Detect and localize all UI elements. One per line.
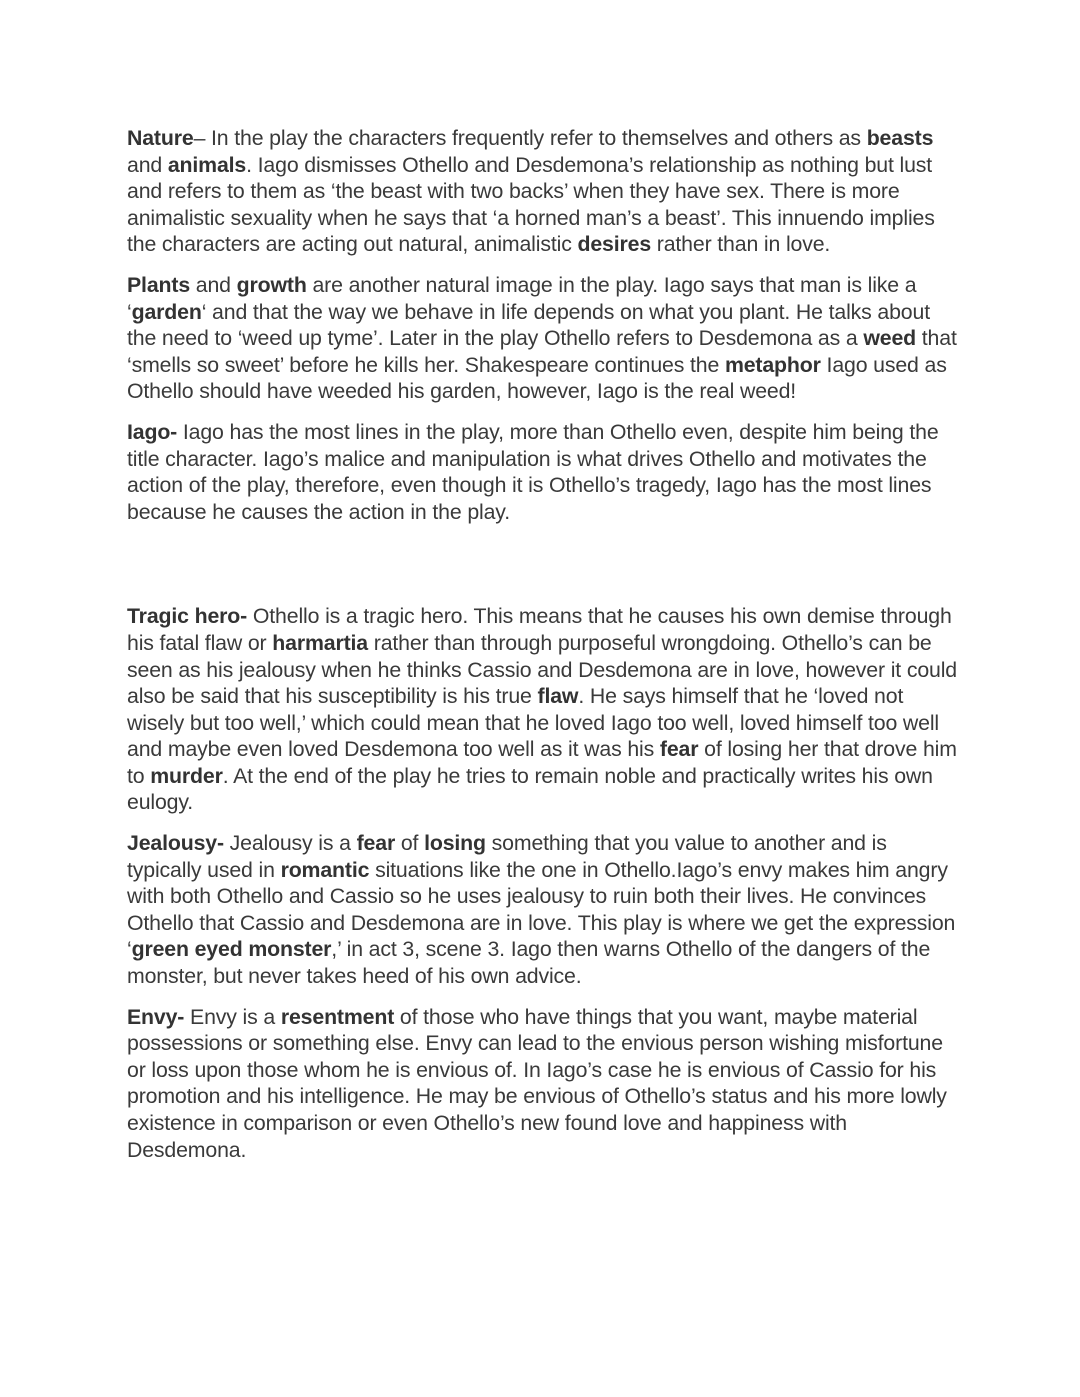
paragraph-text: Othello is a tragic hero. This means that he causes his own demise through his fatal flaw or <box>127 604 952 655</box>
bold-keyword: harmartia <box>272 630 368 655</box>
paragraph-text: Iago has the most lines in the play, more than Othello even, despite him being the title character. Iago’s malice and manipulation is what drives Othello and motivates the action of the play, therefore, even though it is Othello’s tragedy, Iago has the most lines because he causes the action in the play. <box>127 419 939 524</box>
paragraph-text: of those who have things that you want, maybe material possessions or something else. Envy can lead to the envious person wishing misfortune or loss upon those whom he is envious of. In Iago’s case he is envious of Cassio for his promotion and his intelligence. He may be envious of Othello’s status and his more lowly existence in comparison or even Othello’s new found love and happiness with Desdemona. <box>127 1004 947 1162</box>
paragraph-heading: Jealousy- <box>127 831 224 856</box>
paragraph-text: that ‘smells so sweet’ before he kills her. Shakespeare continues the <box>127 326 957 377</box>
paragraph-heading: Iago- <box>127 419 178 444</box>
bold-keyword: romantic <box>280 857 370 882</box>
paragraph-text: Iago used as Othello should have weeded his garden, however, Iago is the real weed! <box>127 352 947 404</box>
paragraph-text: ,’ in act 3, scene 3. Iago then warns Othello of the dangers of the monster, but never takes heed of his own advice. <box>127 937 931 989</box>
paragraph-text: – In the play the characters frequently refer to themselves and others as <box>193 126 867 150</box>
paragraph-text: rather than in love. <box>651 232 831 257</box>
paragraph-text: something that you value to another and is typically used in <box>127 831 887 882</box>
paragraph-text: . He says himself that he ‘loved not wisely but too well,’ which could mean that he loved Iago too well, loved himself too well and maybe even loved Desdemona too well as it was his <box>127 684 939 762</box>
bold-keyword: flaw <box>537 684 579 709</box>
paragraph-heading: Envy- <box>127 1004 185 1029</box>
paragraph-text: situations like the one in Othello.Iago’s envy makes him angry with both Othello and Cassio so he uses jealousy to ruin both their lives. He convinces Othello that Cassio and Desdemona are in love. This play is where we get the expression ‘ <box>127 857 956 962</box>
bold-keyword: fear <box>659 737 699 762</box>
paragraph-nature <box>127 125 957 258</box>
paragraph-plants <box>127 272 957 405</box>
paragraph-text: Envy is a <box>184 1004 281 1029</box>
bold-keyword: green eyed monster <box>131 937 332 962</box>
bold-keyword: losing <box>424 831 486 856</box>
paragraph-heading: Tragic hero- <box>127 604 248 629</box>
paragraph-envy <box>127 1004 957 1164</box>
bold-keyword: metaphor <box>724 352 821 377</box>
bold-keyword: fear <box>356 831 396 856</box>
bold-keyword: garden <box>131 299 202 324</box>
bold-keyword: weed <box>863 326 917 351</box>
bold-keyword: growth <box>236 272 307 297</box>
section-gap <box>127 539 957 603</box>
paragraph-text: ‘ and that the way we behave in life depends on what you plant. He talks about the need to ‘weed up tyme’. Later in the play Othello refers to Desdemona as a <box>127 299 930 351</box>
paragraph-jealousy <box>127 830 957 990</box>
paragraph-tragic-hero <box>127 603 957 816</box>
bold-keyword: desires <box>577 232 652 257</box>
bold-keyword: animals <box>167 152 247 177</box>
paragraph-text: . At the end of the play he tries to remain noble and practically writes his own eulogy. <box>127 763 933 815</box>
bold-keyword: murder <box>150 763 223 788</box>
paragraph-text: are another natural image in the play. Iago says that man is like a ‘ <box>127 272 917 324</box>
paragraph-text: Jealousy is a <box>223 831 357 856</box>
paragraph-heading: Nature <box>127 126 194 150</box>
paragraph-text: rather than through purposeful wrongdoing. Othello’s can be seen as his jealousy when he thinks Cassio and Desdemona are in love, however it could also be said that his susceptibility is his true <box>127 630 957 709</box>
document-page <box>127 125 957 1177</box>
paragraph-text: of <box>395 831 425 856</box>
paragraph-heading: Plants <box>127 272 191 297</box>
paragraph-text: of losing her that drove him to <box>127 737 957 788</box>
paragraph-iago <box>127 419 957 525</box>
paragraph-text: . Iago dismisses Othello and Desdemona’s relationship as nothing but lust and refers to them as ‘the beast with two backs’ when they have sex. There is more animalistic sexuality when he says that ‘a horned man’s a beast’. This innuendo implies the characters are acting out natural, animalistic <box>127 152 935 257</box>
paragraph-text: and <box>190 272 237 297</box>
paragraph-text: and <box>127 152 168 177</box>
bold-keyword: beasts <box>866 126 934 150</box>
bold-keyword: resentment <box>280 1004 395 1029</box>
